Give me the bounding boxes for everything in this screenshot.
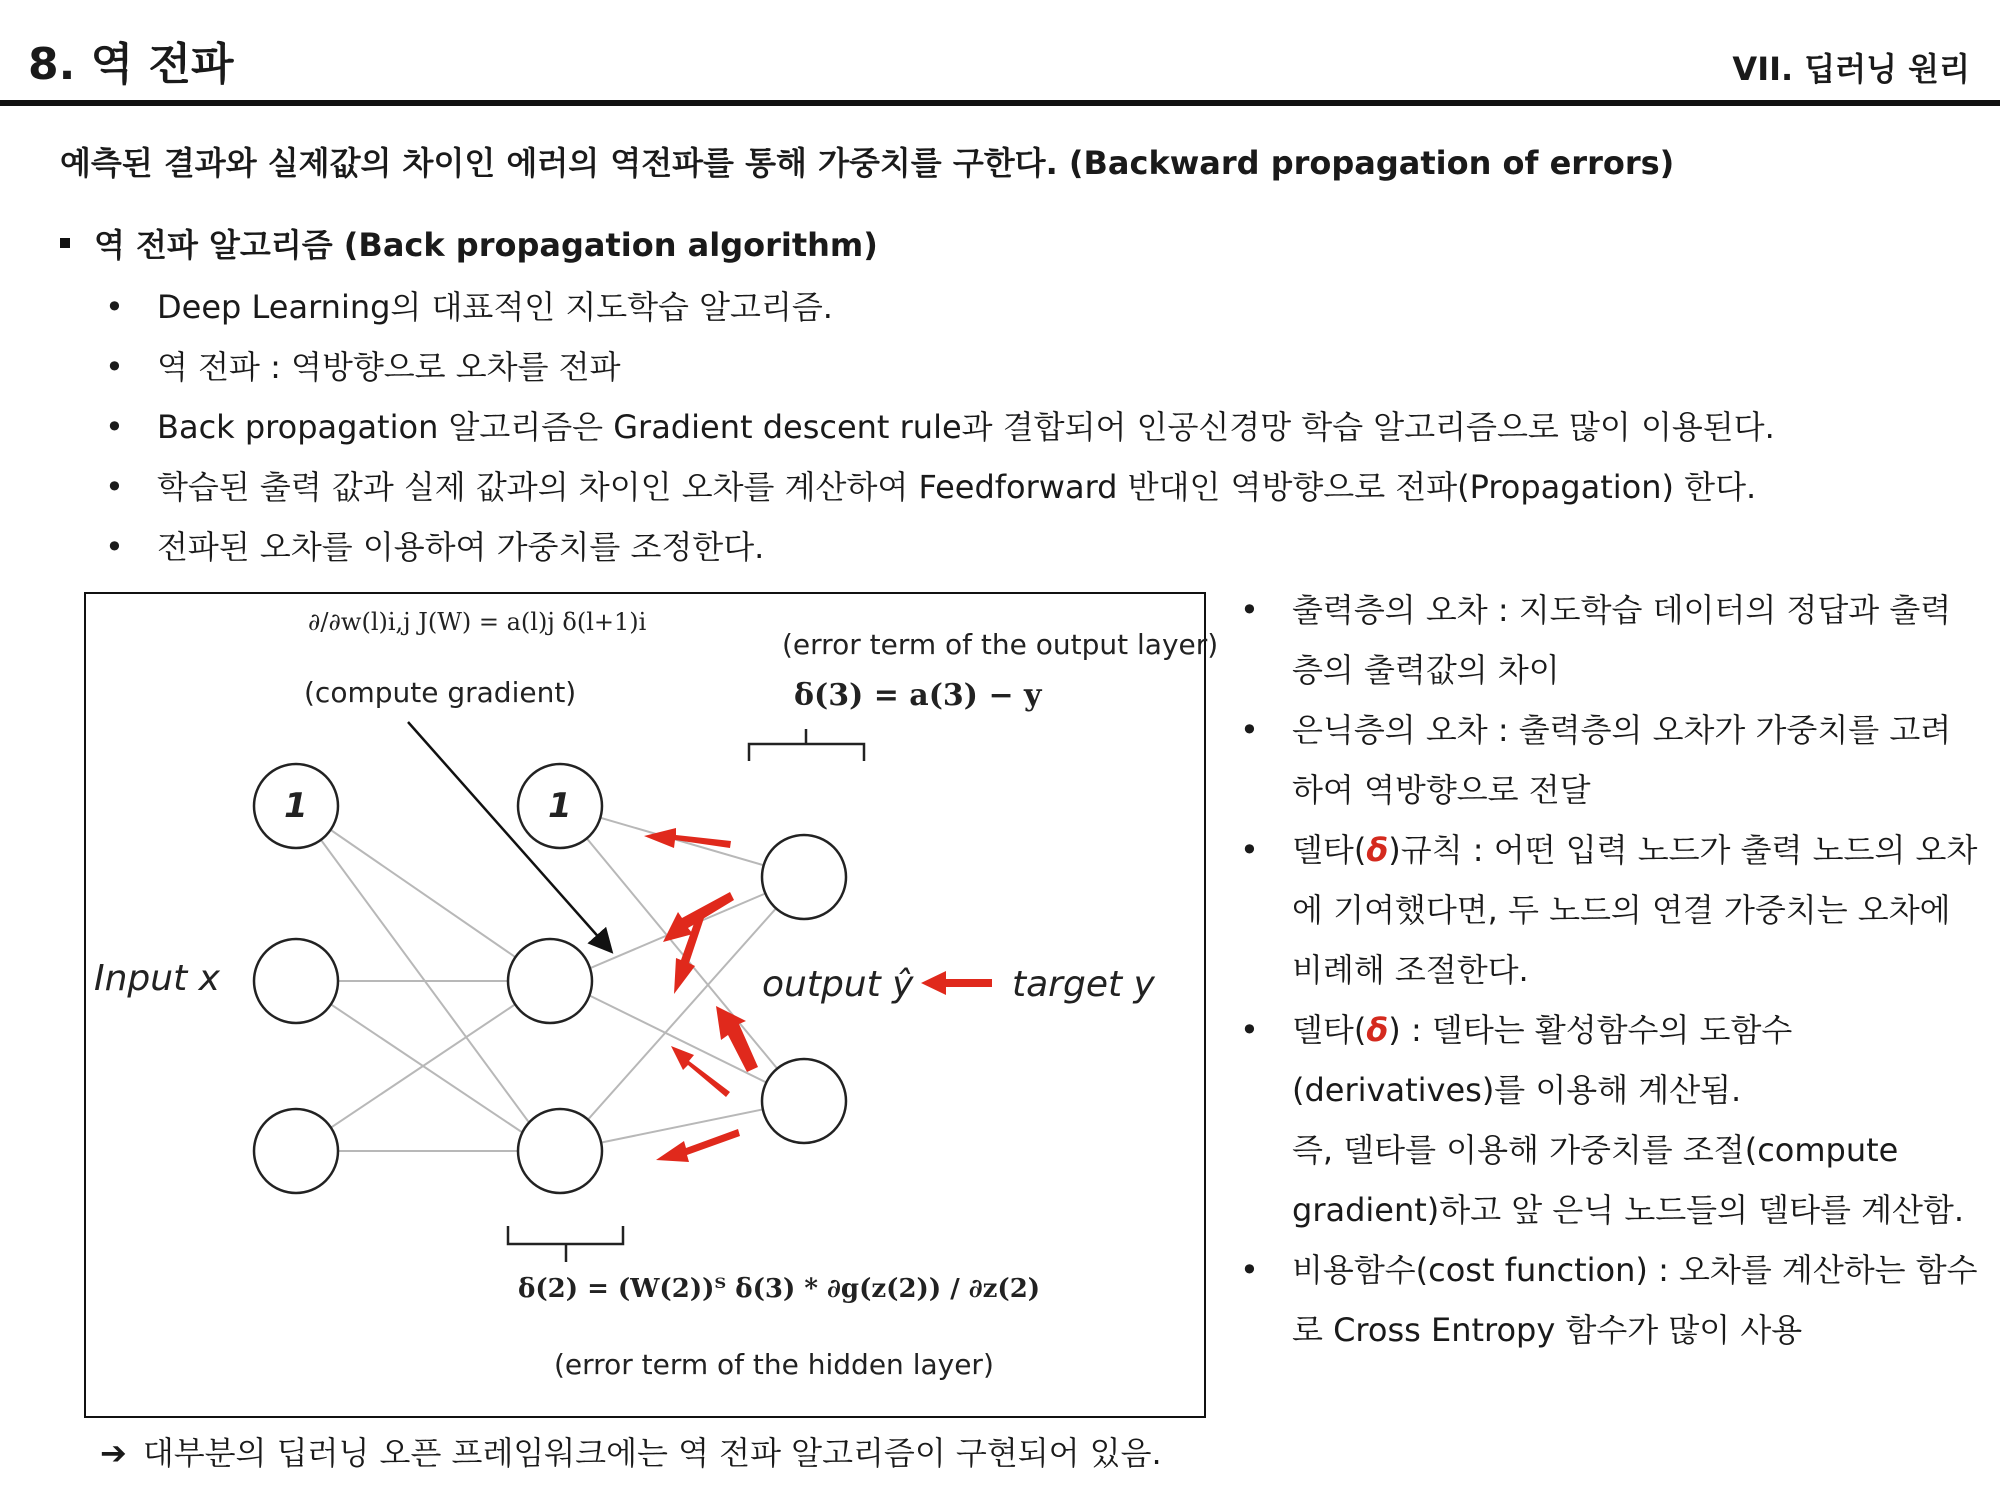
delta-symbol: δ xyxy=(1366,1011,1389,1049)
bullet-dot-icon: • xyxy=(1240,831,1259,869)
bullet-dot-icon: • xyxy=(1240,591,1259,629)
compute-gradient-label: (compute gradient) xyxy=(304,676,577,709)
output-node xyxy=(762,1059,846,1143)
delta-symbol: δ xyxy=(1366,831,1389,869)
list-item: • Back propagation 알고리즘은 Gradient descent rule과 결합되어 인공신경망 학습 알고리즘으로 많이 이용된다. xyxy=(105,404,1775,464)
backprop-figure xyxy=(84,592,1219,1418)
delta-continuation: 즉, 델타를 이용해 가중치를 조절(compute gradient)하고 앞 은닉 노드들의 델타를 계산함. xyxy=(1292,1131,1964,1229)
red-error-arrow xyxy=(656,1129,740,1162)
list-item: • 역 전파 : 역방향으로 오차를 전파 xyxy=(105,344,1775,404)
hidden-error-label: (error term of the hidden layer) xyxy=(554,1348,994,1381)
section-heading xyxy=(60,220,878,266)
hidden-node xyxy=(518,1109,602,1193)
hidden-bias-label: 1 xyxy=(548,786,572,826)
bullet-dot-icon: • xyxy=(105,408,124,446)
hidden-delta-formula: δ(2) = (W(2))ᵀ δ(3) * ∂g(z(2)) / ∂z(2) xyxy=(518,1274,1041,1304)
bullet-dot-icon: • xyxy=(1240,711,1259,749)
output-node xyxy=(762,835,846,919)
intro-statement: 예측된 결과와 실제값의 차이인 에러의 역전파를 통해 가중치를 구한다. (Backward propagation of errors) xyxy=(60,144,1675,182)
hidden-node xyxy=(508,939,592,1023)
red-error-arrow xyxy=(644,828,731,848)
input-node xyxy=(254,1109,338,1193)
output-delta-formula: δ(3) = a(3) − y xyxy=(794,678,1042,713)
input-bias-label: 1 xyxy=(284,786,308,826)
conclusion-text: 대부분의 딥러닝 오픈 프레임워크에는 역 전파 알고리즘이 구현되어 있음. xyxy=(142,1434,1162,1472)
bullet-dot-icon: • xyxy=(105,348,124,386)
list-item: • 델타(δ) : 델타는 활성함수의 도함수(derivatives)를 이용해 계산됨. xyxy=(1240,1000,1980,1120)
list-item: • 은닉층의 오차 : 출력층의 오차가 가중치를 고려하여 역방향으로 전달 xyxy=(1240,700,1980,820)
bullet-dot-icon: • xyxy=(105,468,124,506)
input-node xyxy=(254,939,338,1023)
red-error-arrow xyxy=(671,1046,730,1097)
bullet-dot-icon: • xyxy=(1240,1251,1259,1289)
page-title: 8. 역 전파 xyxy=(28,39,234,90)
bullet-dot-icon: • xyxy=(105,288,124,326)
chapter-label: VII. 딥러닝 원리 xyxy=(1732,50,1970,88)
right-arrow-icon: ➔ xyxy=(100,1434,127,1472)
bullet-dot-icon: • xyxy=(105,528,124,566)
conclusion-note xyxy=(100,1428,1162,1474)
red-error-arrow xyxy=(921,971,992,995)
list-item: • Deep Learning의 대표적인 지도학습 알고리즘. xyxy=(105,284,1775,344)
list-item: • 출력층의 오차 : 지도학습 데이터의 정답과 출력층의 출력값의 차이 xyxy=(1240,580,1980,700)
section-heading-text: 역 전파 알고리즘 (Back propagation algorithm) xyxy=(94,226,878,264)
list-item: • 전파된 오차를 이용하여 가중치를 조정한다. xyxy=(105,524,1775,584)
hidden-layer-brace xyxy=(508,1226,623,1262)
input-label: Input x xyxy=(94,958,220,999)
list-item: • 학습된 출력 값과 실제 값과의 차이인 오차를 계산하여 Feedforward 반대인 역방향으로 전파(Propagation) 한다. xyxy=(105,464,1775,524)
target-label: target y xyxy=(1012,964,1155,1005)
output-label: output ŷ xyxy=(762,964,914,1005)
list-item: • 비용함수(cost function) : 오차를 계산하는 함수로 Cross Entropy 함수가 많이 사용 xyxy=(1240,1240,1980,1360)
bullet-dot-icon: • xyxy=(1240,1011,1259,1049)
output-error-label: (error term of the output layer) xyxy=(782,628,1219,661)
header-divider xyxy=(0,100,2000,106)
list-item: • 델타(δ)규칙 : 어떤 입력 노드가 출력 노드의 오차에 기여했다면, 두 노드의 연결 가중치는 오차에 비례해 조절한다. xyxy=(1240,820,1980,1000)
bullet-list xyxy=(105,284,1775,584)
side-notes-list xyxy=(1240,580,1980,1360)
square-bullet-icon xyxy=(60,238,70,248)
output-layer-brace xyxy=(749,729,864,761)
gradient-formula: ∂/∂w(l)i,j J(W) = a(l)j δ(l+1)i xyxy=(308,608,647,636)
